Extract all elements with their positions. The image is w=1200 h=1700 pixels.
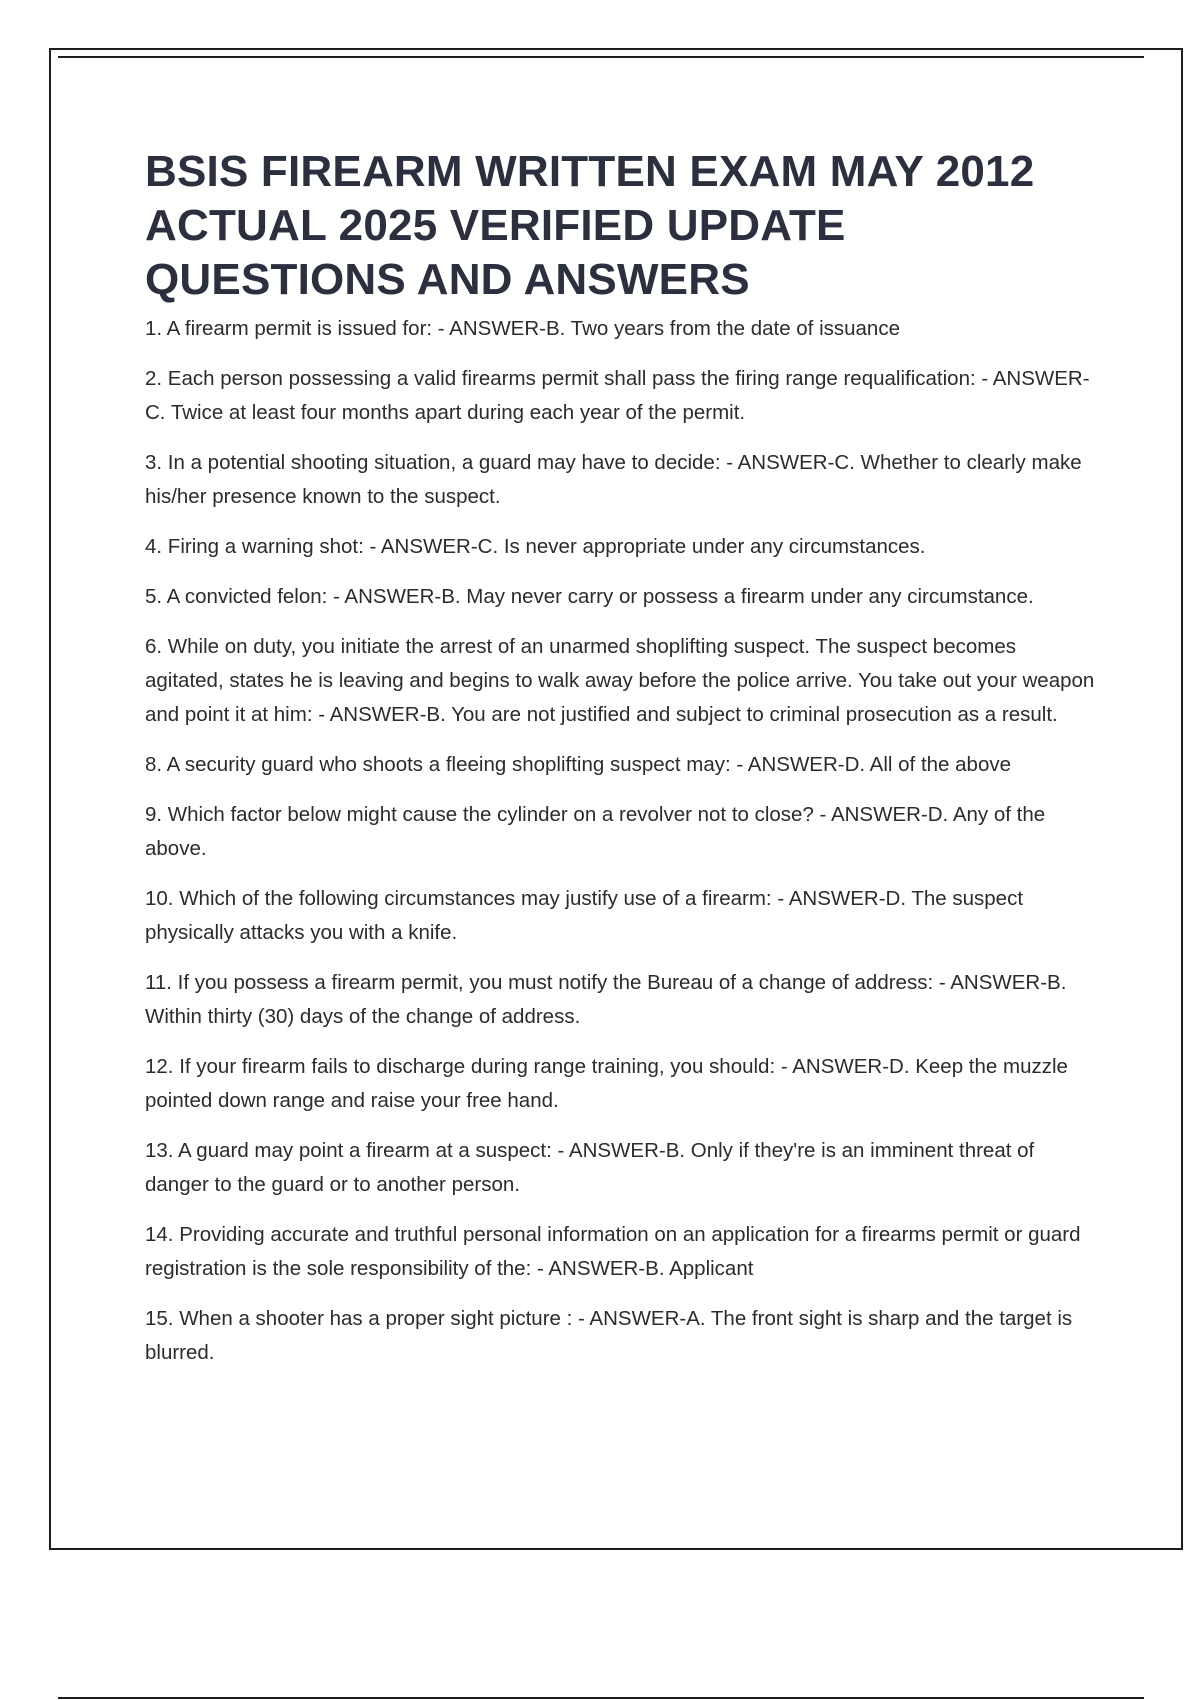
qa-item: 11. If you possess a firearm permit, you must notify the Bureau of a change of address: - ANSWER-B. Within thirty (30) days of the change of address. [145, 971, 1067, 1028]
document-body [145, 145, 1095, 1386]
qa-item: 6. While on duty, you initiate the arrest of an unarmed shoplifting suspect. The suspect becomes agitated, states he is leaving and begins to walk away before the police arrive. You take out your weapon and point it at him: - ANSWER-B. You are not justified and subject to criminal prosecution as a result. [145, 635, 1095, 726]
qa-item: 1. A firearm permit is issued for: - ANSWER-B. Two years from the date of issuance [145, 317, 900, 340]
qa-item: 8. A security guard who shoots a fleeing shoplifting suspect may: - ANSWER-D. All of the above [145, 753, 1011, 776]
qa-item: 14. Providing accurate and truthful personal information on an application for a firearms permit or guard registration is the sole responsibility of the: - ANSWER-B. Applicant [145, 1223, 1081, 1280]
document-title: BSIS FIREARM WRITTEN EXAM MAY 2012 ACTUAL 2025 VERIFIED UPDATE QUESTIONS AND ANSWERS [145, 147, 1035, 304]
qa-item: 9. Which factor below might cause the cylinder on a revolver not to close? - ANSWER-D. Any of the above. [145, 803, 1046, 860]
qa-item: 3. In a potential shooting situation, a guard may have to decide: - ANSWER-C. Whether to clearly make his/her presence known to the suspect. [145, 451, 1082, 508]
qa-item: 15. When a shooter has a proper sight picture : - ANSWER-A. The front sight is sharp and the target is blurred. [145, 1307, 1073, 1364]
qa-item: 4. Firing a warning shot: - ANSWER-C. Is never appropriate under any circumstances. [145, 535, 926, 558]
qa-item: 10. Which of the following circumstances may justify use of a firearm: - ANSWER-D. The suspect physically attacks you with a knife. [145, 887, 1024, 944]
qa-list [145, 312, 1095, 1370]
bottom-rule [58, 1697, 1144, 1699]
qa-item: 5. A convicted felon: - ANSWER-B. May never carry or possess a firearm under any circumstance. [145, 585, 1034, 608]
top-rule [58, 56, 1144, 58]
qa-item: 12. If your firearm fails to discharge during range training, you should: - ANSWER-D. Keep the muzzle pointed down range and raise your free hand. [145, 1055, 1068, 1112]
qa-item: 13. A guard may point a firearm at a suspect: - ANSWER-B. Only if they're is an imminent threat of danger to the guard or to another person. [145, 1139, 1035, 1196]
qa-item: 2. Each person possessing a valid firearms permit shall pass the firing range requalification: - ANSWER-C. Twice at least four months apart during each year of the permit. [145, 367, 1090, 424]
